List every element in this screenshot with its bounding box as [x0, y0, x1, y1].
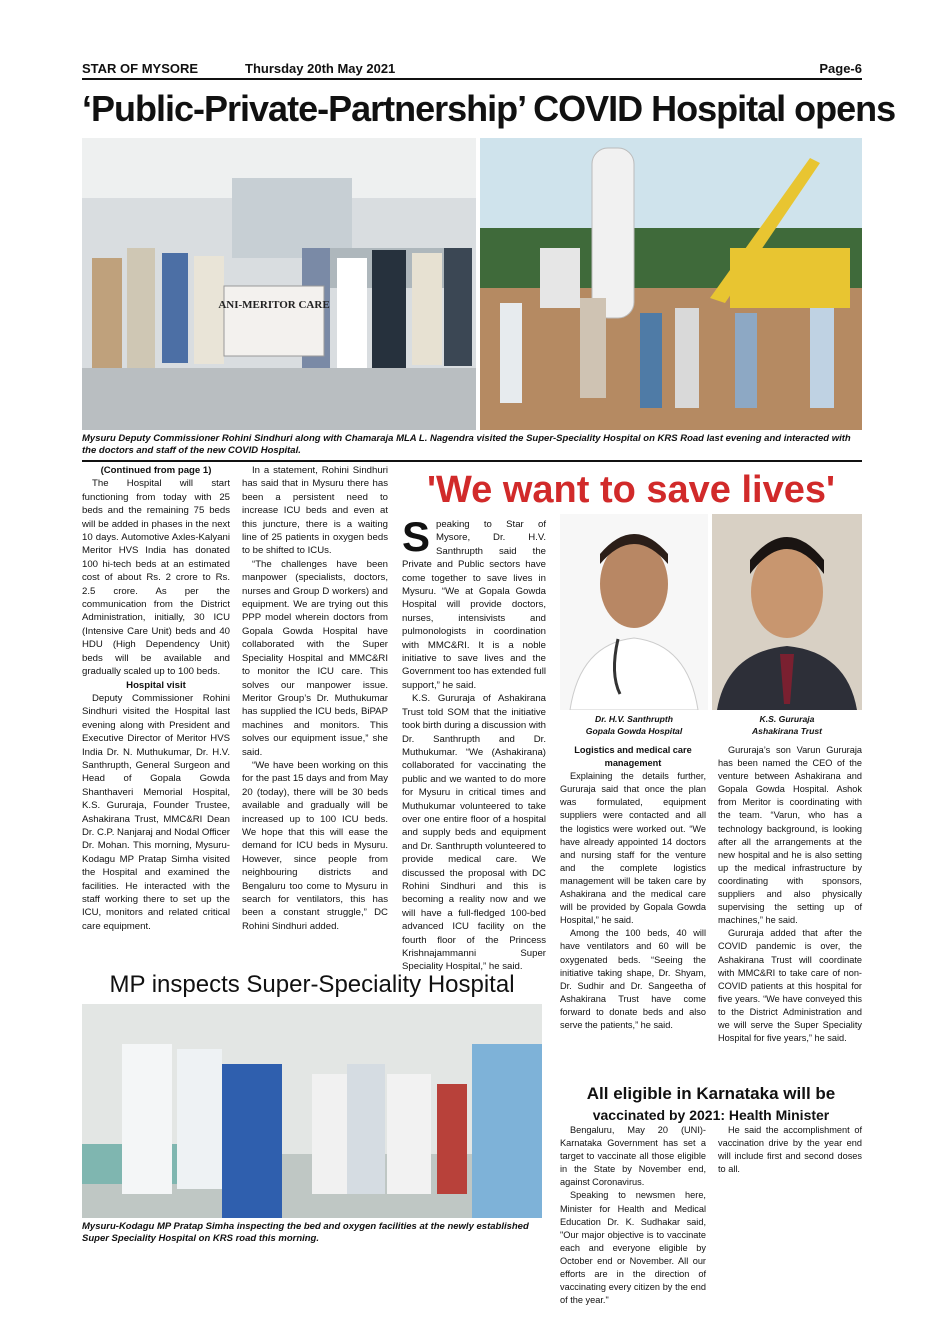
masthead [82, 58, 862, 78]
karnataka-headline-line-2: vaccinated by 2021: Health Minister [592, 1107, 830, 1123]
lives-paragraph: Gururaja added that after the COVID pandemic is over, the Ashakirana Trust will coordinate with MMC&RI to take care of non-COVID patients at this hospital for five years. “We have conveyed this to the District Administration and we will serve the Super Speciality Hospital for five years,” he said. [718, 928, 862, 1044]
portrait-caption-gururaja [712, 713, 862, 737]
lives-paragraph: K.S. Gururaja of Ashakirana Trust told SOM that the initiative took birth during a discussion with Dr. Santhrupth and Dr. Muthukumar. “We (Ashakirana) collaborated for vaccinating the public and we wanted to do more for Mysuru in critical times and Muthukumar volunteered to take over one entire floor of a hospital and supply beds and equipment and Dr. Santhrupth volunteered to provide medical care. We discussed the proposal with DC Rohini Sindhuri and this is becoming a reality now and we will have a full-fledged 100-bed advanced ICU facility on the fourth floor of the Princess Krishnajammanni Super Speciality Hospital,” he said. [402, 693, 547, 973]
karnataka-column-1 [560, 1124, 706, 1307]
photo-mp-inspection [82, 1004, 542, 1218]
karnataka-paragraph: Speaking to newsmen here, Minister for Health and Medical Education Dr. K. Sudhakar said, "Our major objective is to vaccinate each and everyone eligible by October end or November. All our efforts are in the direction of vaccinating every citizen by the end of the year." [560, 1190, 706, 1306]
story-column-1 [82, 464, 230, 933]
photo-dc-visit [82, 138, 476, 430]
photo-dc-visit-image [82, 138, 476, 430]
story-column-2 [242, 464, 388, 933]
karnataka-paragraph: He said the accomplishment of vaccination drive by the year end will include first and second doses to all. [718, 1125, 862, 1175]
portrait-org: Gopala Gowda Hospital [585, 726, 683, 736]
portrait-name: Dr. H.V. Santhrupth [595, 714, 673, 724]
lives-paragraph-1-text: peaking to Star of Mysore, Dr. H.V. Santhrupth said the Private and Public sectors have come together to save lives in Mysuru. “We at Gopala Gowda Hospital will provide doctors, nurses, intensivists and pulmonologists in coordination with MMC&RI. It is a noble initiative to save lives and the Government too has extended full support,” he said. [402, 519, 546, 691]
photo-banner-text: ANI-MERITOR CARE [218, 299, 330, 311]
mp-headline: MP inspects Super-Speciality Hospital [109, 971, 515, 998]
continued-note: (Continued from page 1) [100, 465, 212, 476]
save-lives-headline: 'We want to save lives' [426, 469, 836, 511]
main-headline: ‘Public-Private-Partnership’ COVID Hospital opens [82, 88, 896, 129]
page-number: Page-6 [819, 61, 862, 76]
karnataka-paragraph: Bengaluru, May 20 (UNI)- Karnataka Government has set a target to vaccinate all those eligible in the State by November end, against Coronavirus. [560, 1125, 706, 1188]
portrait-gururaja [712, 514, 862, 710]
subhead-logistics: Logistics and medical care management [574, 745, 692, 769]
drop-cap: S [402, 513, 431, 560]
portrait-name: K.S. Gururaja [759, 714, 815, 724]
portrait-santhrupth-image [560, 514, 708, 710]
karnataka-column-2 [718, 1124, 862, 1176]
photo-oxygen-tank-image [480, 138, 862, 430]
lives-paragraph: Gururaja’s son Varun Gururaja has been named the CEO of the venture between Ashakirana and Gopala Gowda Hospital. Ashok from Meritor is coordinating with the team. “Varun, who has a technology background, is looking after all the arrangements at the new hospital and he is also setting up the medical infrastructure by coordinating with sponsors, suppliers and also physically supervising the setting up of machines,” he said. [718, 745, 862, 926]
story-paragraph: “We have been working on this for the past 15 days and from May 20 (today), there will be 30 beds available and gradually will be increased up to 100 ICU beds. We hope that this will ease the demand for ICU beds in Mysuru. However, since people from neighbouring districts and Bengaluru too come to Mysuru in search for ventilators, this has been a constant struggle,” DC Rohini Sindhuri added. [242, 759, 388, 932]
lives-column-1 [402, 513, 547, 974]
masthead-rule [82, 78, 862, 80]
issue-date: Thursday 20th May 2021 [245, 61, 396, 76]
lives-paragraph: Explaining the details further, Gururaja said that once the plan was formulated, equipment suppliers were contacted and all the logistics were worked out. “We have already appointed 14 doctors and nursing staff for the venture and the complete logistics management will be taken care by Ashakirana and the medical care will be provided by Gopala Gowda Hospital,” he said. [560, 771, 706, 926]
mp-photo-caption: Mysuru-Kodagu MP Pratap Simha inspecting the bed and oxygen facilities at the newly established Super Speciality Hospital on KRS road this morning. [82, 1221, 529, 1244]
karnataka-headline-line-1: All eligible in Karnataka will be [586, 1084, 836, 1103]
lives-column-3 [718, 744, 862, 1045]
portrait-caption-santhrupth [560, 713, 708, 737]
newspaper-name: STAR OF MYSORE [82, 61, 199, 76]
lives-paragraph: Among the 100 beds, 40 will have ventilators and 60 will be oxygenated beds. “Seeing the initiative taking shape, Dr. Shyam, Dr. Sudhir and Dr. Sangeetha of Ashakirana Trust have come forward to donate beds and also serve the patients,” he said. [560, 928, 706, 1030]
portrait-santhrupth [560, 514, 708, 710]
caption-rule [82, 460, 862, 462]
portrait-gururaja-image [712, 514, 862, 710]
top-photo-caption: Mysuru Deputy Commissioner Rohini Sindhuri along with Chamaraja MLA L. Nagendra visited the Super-Speciality Hospital on KRS Road last evening and interacted with the doctors and staff of the new COVID Hospital. [82, 433, 851, 456]
story-paragraph: “The challenges have been manpower (specialists, doctors, nurses and Group D workers) and equipment. We are trying out this PPP model wherein doctors from Gopala Gowda Hospital have collaborated with the Super Speciality Hospital and MMC&RI to monitor the ICU care. This solves our manpower issue. Meritor Group’s Dr. Muthukumar has supplied the ICU beds, BiPAP machines and monitors. This solves our equipment issue,” she said. [242, 558, 388, 758]
photo-oxygen-tank [480, 138, 862, 430]
lives-paragraph-1 [402, 513, 546, 692]
lives-column-2 [560, 744, 706, 1032]
story-paragraph: Deputy Commissioner Rohini Sindhuri visited the Hospital last evening along with President and Executive Director of Meritor HVS India Dr. N. Muthukumar, Dr. H.V. Santhrupth, General Surgeon and Head of Gopala Gowda Shanthaveri Memorial Hospital, K.S. Gururaja, Founder Trustee, Ashakirana Trust, MMC&RI Dean Dr. C.P. Nanjaraj and Nodal Officer Dr. Mohan. This morning, Mysuru-Kodagu MP Pratap Simha visited the Hospital and examined the facilities. He interacted with the staff working there to set up the ICU, monitors and related critical care equipment. [82, 692, 230, 932]
photo-mp-inspection-image [82, 1004, 542, 1218]
story-paragraph: In a statement, Rohini Sindhuri has said that in Mysuru there has been a persistent need to increase ICU beds and even at this juncture, there is a waiting line of 25 patients in oxygen beds to be shifted to ICUs. [242, 465, 388, 557]
subhead-hospital-visit: Hospital visit [126, 679, 186, 691]
story-paragraph: The Hospital will start functioning from today with 25 beds and the remaining 75 beds will be added in phases in the next 10 days. Automotive Axles-Kalyani Meritor HVS India has donated 100 hi-tech beds at an estimated cost of about Rs. 2 crore to Rs. 2.5 crore. As per the communication from the District Administration, initially, 30 ICU (Intensive Care Unit) beds and 40 HDU (High Dependency Unit) beds will be available and gradually scaled up to 100 beds. [82, 478, 230, 678]
portrait-org: Ashakirana Trust [751, 726, 823, 736]
